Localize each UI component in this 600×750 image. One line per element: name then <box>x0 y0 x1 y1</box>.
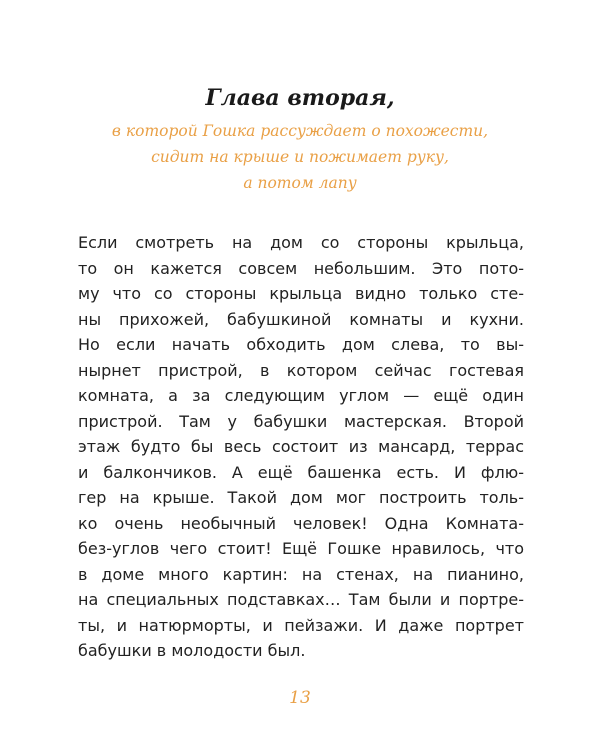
body-line: пристрой. Там у бабушки мастерская. Второй <box>78 411 524 431</box>
body-line: нырнет пристрой, в котором сейчас гостевая <box>78 360 524 380</box>
chapter-title: Глава вторая, <box>205 85 395 111</box>
body-line: ны прихожей, бабушкиной комнаты и кухни. <box>78 309 524 329</box>
body-line: то он кажется совсем небольшим. Это пото- <box>78 258 524 278</box>
body-line: Но если начать обходить дом слева, то вы- <box>78 335 524 354</box>
body-line: Если смотреть на дом со стороны крыльца, <box>78 233 524 252</box>
chapter-subtitle-line-2: сидит на крыше и пожимает руку, <box>151 148 449 166</box>
body-line: му что со стороны крыльца видно только сте- <box>78 284 524 303</box>
body-paragraph <box>78 230 524 664</box>
body-line: гер на крыше. Такой дом мог построить толь- <box>78 488 524 507</box>
body-line: на специальных подставках… Там были и портре- <box>78 590 524 609</box>
body-line: без-углов чего стоит! Ещё Гошке нравилось, что <box>78 539 524 558</box>
body-line: этаж будто бы весь состоит из мансард, террас <box>78 437 524 456</box>
body-line: и балкончиков. А ещё башенка есть. И флю- <box>78 462 524 482</box>
body-line: в доме много картин: на стенах, на пианино, <box>78 564 524 584</box>
page-number: 13 <box>289 688 311 708</box>
body-line: ты, и натюрморты, и пейзажи. И даже портрет <box>78 615 524 635</box>
chapter-heading <box>0 82 600 196</box>
body-line: ко очень необычный человек! Одна Комната- <box>78 513 524 533</box>
body-line: бабушки в молодости был. <box>78 641 306 660</box>
body-line: комната, а за следующим углом — ещё один <box>78 386 524 405</box>
chapter-subtitle-line-1: в которой Гошка рассуждает о похожести, <box>111 122 489 140</box>
chapter-subtitle-line-3: а потом лапу <box>243 174 357 192</box>
